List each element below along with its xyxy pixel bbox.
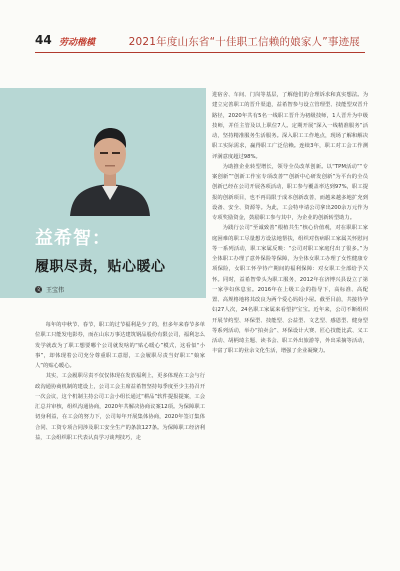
profile-subtitle: 履职尽责，贴心暖心 [35, 259, 166, 275]
portrait-photo [64, 110, 156, 216]
series-title: 2021年度山东省“十佳职工信赖的娘家人”事迹展 [128, 36, 360, 48]
author-mark: 文 [35, 287, 41, 293]
profile-name: 益希智： [35, 228, 111, 249]
section-tag: 劳动楷模 [59, 38, 96, 48]
article-paragraph: 进宿舍、车间、门岗等基层，了解他们的合理诉求和真实想法。为建立完善职工的晋升渠道，益希智参与设立管理型、技能型双晋升路径，2020年共有5名一线职工晋升为初级技师，1人晋升为中级技师，并任主管及以上职位7人。定期开展“深入一线精准服务”活动，坚持精准服务生活服务。深入职工工作地点，现场了解和解决职工实际需求，赢得职工广泛信赖。连续3年，职工对工会工作测评满意度超过98%。 [212, 92, 368, 160]
article-paragraph: 其实，工会履职尽责不仅仅体现在发放福利上，更多体现在工会与行政沟通协商机制的建设上，公司工会主席益希智坚持每季度至少主持召开一次会议，这个机制主持公司工会小组长通过“耕品”软件提报提案，工会汇总并审核，组织沟通协商，2020年共解决协商议案12项。为保障职工切身利益，在工会的努力下，公司每年开展集体协商，2020年签订集体合同、工资专项合同涉及职工安全生产的条款127条。为保障职工经济利益，工会组织职工代表认真学习谈判技巧，走 [35, 373, 205, 441]
author-name: 王宝伟 [46, 287, 65, 294]
header-divider [35, 52, 365, 53]
article-paragraph: 为助推企业转型增长，领导全员改革创新。以“TPM活动”“专案创新”“创新工作室专项改善”“创新中心研发创新”为平台的全员创新已经在公司开展各项活动，职工参与覆盖率达到97%，职工提报的创新项目，也不再局限于成本创新改善，而越来越多地扩充到设备、安全、资源等。为此，工会特申请公司拿出200余万元作为专项奖励资金，鼓励职工参与其中，为企业的创新转型助力。 [212, 163, 368, 221]
author-byline [35, 285, 64, 294]
article-column-left [35, 320, 205, 443]
article-paragraph: 每年的中秋节、春节，职工的过节福利是少了的，但多年来春节多单位职工只能发电影券，而在山东万事达建筑钢品股份有限公司，福利怎么发学就改为了职工想要哪个公司就发啥的“贴心暖心”模式，这看似“小事”，却体现着公司充分尊重职工意愿，工会履职尽责当好职工“娘家人”的贴心暖心。 [35, 322, 205, 369]
page-number: 44 [35, 33, 52, 47]
article-column-right [212, 90, 368, 357]
page-header [0, 0, 400, 60]
article-paragraph: 为践行公司“至诚致善”根植共生”核心价值观，对在职职工家庭困难的职工尽量想方设法地帮扶，组织对伤病职工家属关怀慰问等一系列活动，职工家属反映：“公司对职工家庭付出了很多。”为全体职工办理了意外保险等保障，为全体女职工办理了女性健康专项保险，女职工怀孕待产期间的福利保障：对女职工全部给予关怀。同时，益希智带头为职工服务，2012年在济博兴县设立了第一家孕妇休息室。2016年在上级工会的指导下，高标准、高配置、高规格地将其改良为两个爱心妈妈小屋。截至目前，共接待孕妇27人次，24名职工家属来看望护宝宝。近年来，公司不断组织开展节约型、环保型、技能型、公益型、文艺型、感恩型、健身型等系列活动，举办“拍卖会”、环保设计大赛、匠心技能比武、义工活动、胡柄琦主题、读书会、职工外出旅游等，外出采摘等活动，丰富了职工的业余文化生活，增强了企业凝聚力。 [212, 225, 368, 355]
